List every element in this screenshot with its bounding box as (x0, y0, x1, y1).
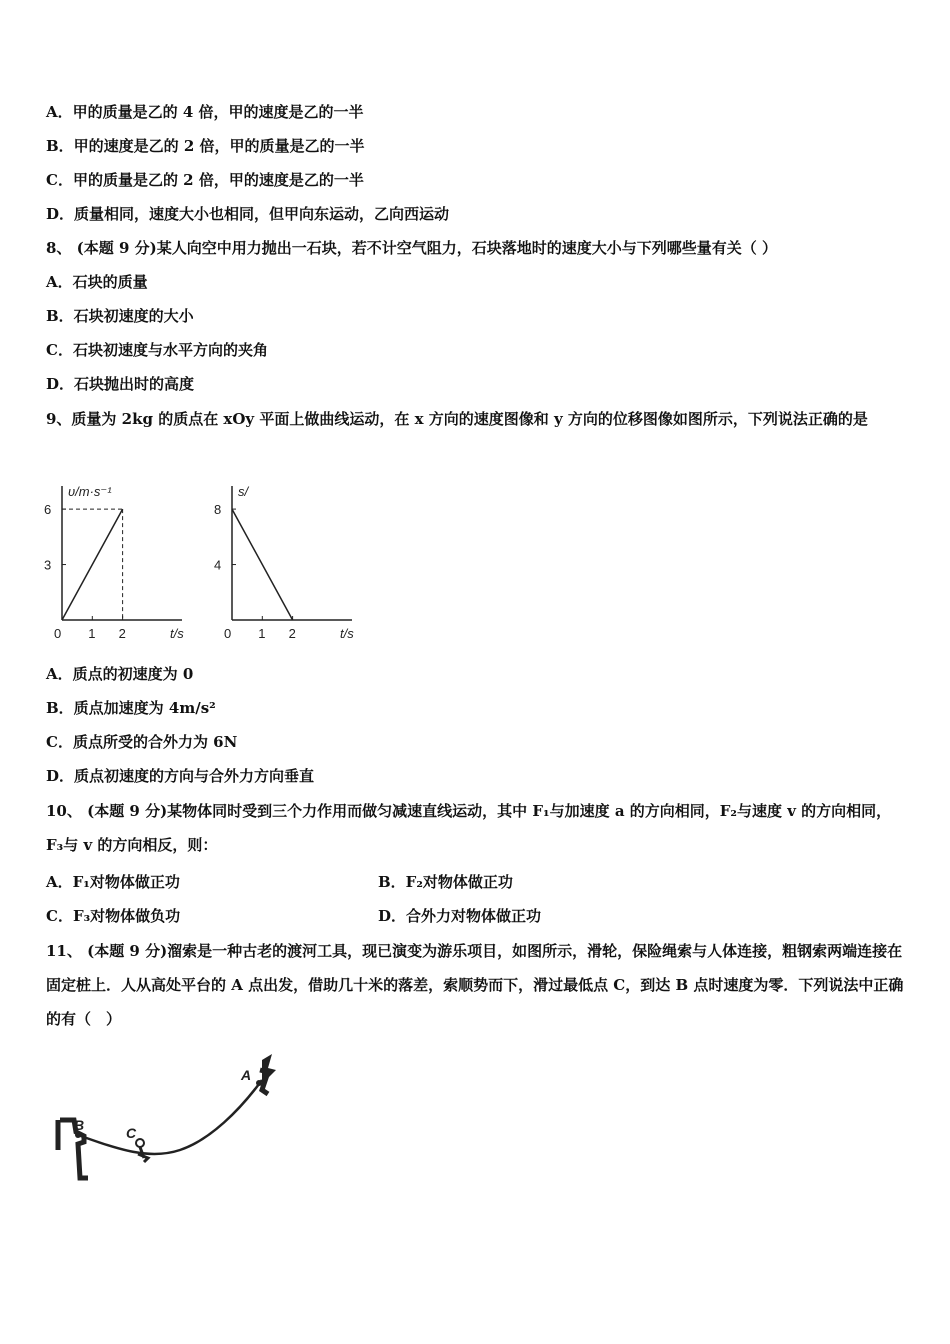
q8-option-c: C．石块初速度与水平方向的夹角 (46, 341, 268, 359)
q8-stem: 8、 (本题 9 分)某人向空中用力抛出一石块，若不计空气阻力，石块落地时的速度大小与下列哪些量有关（ ） (46, 239, 777, 257)
q9-option-b: B．质点加速度为 4m/s² (46, 699, 216, 717)
vt-y-label: υ/m·s⁻¹ (68, 484, 112, 499)
label-c: C (126, 1125, 137, 1141)
pulley (136, 1139, 144, 1147)
q10-option-d: D．合外力对物体做正功 (378, 907, 542, 925)
q7-option-a: A．甲的质量是乙的 4 倍，甲的速度是乙的一半 (46, 103, 364, 121)
st-x-tick-label: 1 (258, 626, 266, 641)
q9-stem: 9、质量为 2kg 的质点在 xOy 平面上做曲线运动，在 x 方向的速度图像和 y 方向的位移图像如图所示，下列说法正确的是 (46, 410, 868, 428)
vt-series-line (62, 509, 123, 620)
st-series-line (232, 509, 293, 620)
q8-option-a: A．石块的质量 (46, 273, 148, 291)
vt-y-tick-label: 6 (44, 502, 52, 518)
zipline-cable (78, 1080, 262, 1154)
q7-option-d: D．质量相同，速度大小也相同，但甲向东运动，乙向西运动 (46, 205, 450, 223)
q9-option-c: C．质点所受的合外力为 6N (46, 733, 238, 751)
label-b: B (74, 1117, 85, 1133)
q10-option-c: C．F₃对物体做负功 (46, 907, 181, 925)
vt-x-tick-label: 1 (88, 626, 96, 641)
st-x-tick-label: 2 (288, 626, 296, 641)
q9-option-d: D．质点初速度的方向与合外力方向垂直 (46, 767, 315, 785)
q10-option-a: A．F₁对物体做正功 (46, 873, 180, 891)
st-y-label: s/ (238, 484, 249, 499)
q7-option-b: B．甲的速度是乙的 2 倍，甲的质量是乙的一半 (46, 137, 365, 155)
q11-stem: 11、 (本题 9 分)溜索是一种古老的渡河工具，现已演变为游乐项目，如图所示，滑轮，保险绳索与人体连接，粗钢索两端连接在固定桩上．人从高处平台的 A 点出发，借助几十米的落差，索顺势而下，滑过最低点 C，到达 B 点时速度为零．下列说法中正确的有（ ） (46, 942, 904, 1028)
vt-x-tick-label: 2 (118, 626, 126, 641)
vt-x-tick-label: 0 (54, 626, 62, 641)
vt-y-tick-label: 3 (44, 557, 52, 573)
q7-option-c: C．甲的质量是乙的 2 倍，甲的速度是乙的一半 (46, 171, 364, 189)
vt-x-label: t/s (170, 626, 184, 641)
zipline-figure (40, 1050, 290, 1200)
st-x-tick-label: 0 (224, 626, 232, 641)
q10-stem: 10、 (本题 9 分)某物体同时受到三个力作用而做匀减速直线运动，其中 F₁与加速度 a 的方向相同，F₂与速度 v 的方向相同，F₃与 v 的方向相反，则： (46, 802, 892, 854)
q8-option-b: B．石块初速度的大小 (46, 307, 194, 325)
q8-option-d: D．石块抛出时的高度 (46, 375, 195, 393)
st-x-label: t/s (340, 626, 354, 641)
label-a: A (241, 1067, 252, 1083)
velocity-time-graph (36, 474, 206, 646)
st-y-tick-label: 8 (214, 502, 222, 518)
displacement-time-graph (206, 474, 376, 646)
q10-option-b: B．F₂对物体做正功 (378, 873, 513, 891)
q9-option-a: A．质点的初速度为 0 (46, 665, 194, 683)
st-y-tick-label: 4 (214, 557, 222, 573)
